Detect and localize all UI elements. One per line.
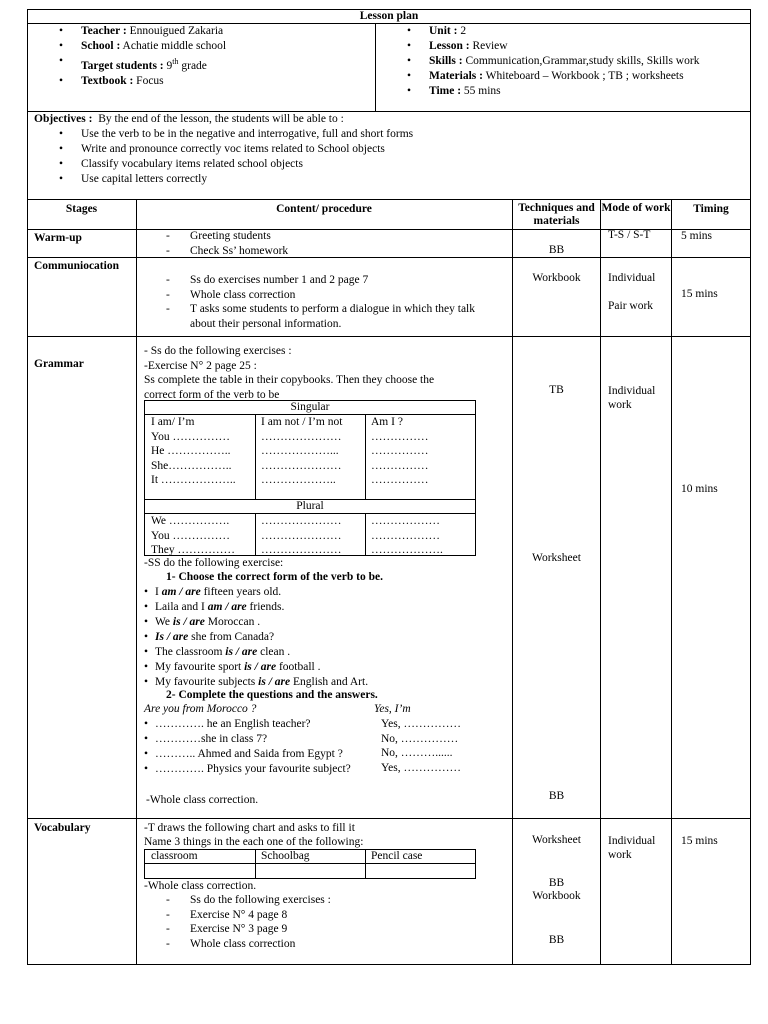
answer-item: No, ………...... [381,747,453,760]
communication-list [166,273,500,331]
singular-label: Singular [290,401,330,413]
answer-item: Yes, …………… [381,761,461,774]
info-lesson: • Lesson : Review [407,40,508,52]
col-divider-4 [671,199,672,964]
table-cell: I am not / I’m not [261,416,343,428]
grammar-timing: 10 mins [681,483,718,495]
table-cell: …………… [371,430,429,443]
communication-mode-1: Individual [608,272,656,284]
vocabulary-technique-bb: BB [548,877,565,889]
grammar-technique-worksheet: Worksheet [532,552,581,564]
vocabulary-list [166,893,331,951]
objective-item: • Use capital letters correctly [59,173,208,185]
list-item: • Is / are she from Canada? [144,631,275,643]
table-cell: ………………... [261,445,339,458]
grammar-mode-2: work [608,399,632,411]
header-techniques: Techniques and materials [518,202,595,227]
table-row: He …………….. [151,445,231,458]
info-right-list [407,24,700,99]
stage-communication: Communiocation [34,260,119,272]
table-row: She…………….. [151,459,232,472]
exercise-2-questions [144,717,351,777]
table-cell: ………………… [261,544,342,557]
communication-technique: Workbook [532,272,581,284]
info-materials: • Materials : Whiteboard – Workbook ; TB ; worksheets [407,70,684,82]
table-cell: …………… [371,474,429,487]
singular-rows [151,415,236,488]
list-item: • We is / are Moroccan . [144,616,261,628]
vocabulary-mode-2: work [608,849,632,861]
list-item: • ……….. Ahmed and Saida from Egypt ? [144,748,343,760]
vocabulary-correction: -Whole class correction. [144,880,257,892]
warmup-technique: BB [548,244,565,256]
list-item: - Exercise N° 3 page 9 [166,923,288,935]
exercise-2-example-answer: Yes, I’m [374,703,411,715]
grammar-intro-line: -Exercise N° 2 page 25 : [144,359,257,372]
list-item: - Greeting students [166,230,271,242]
table-cell: ……………… [371,529,440,542]
col-divider-2 [512,199,513,964]
vocabulary-line-2: Name 3 things in the each one of the following: [144,836,364,848]
exercise-1-title: 1- Choose the correct form of the verb to be. [166,571,383,583]
table-cell: ………………… [261,529,342,542]
table-row: We ……………. [151,515,230,527]
grammar-intro [144,344,434,402]
warmup-list [166,229,289,258]
list-item: • My favourite subjects is / are English and Art. [144,676,369,688]
col-divider-1 [136,199,137,964]
objective-item: • Classify vocabulary items related school objects [59,158,303,170]
conjugation-table [144,400,476,556]
table-cell: ……………… [371,515,440,527]
grammar-intro-line: correct form of the verb to be [144,388,280,401]
grammar-technique-bb: BB [548,790,565,802]
frame-right [750,9,751,964]
table-cell: ………………… [261,459,342,472]
chart-header-pencil-case: Pencil case [371,850,423,862]
grammar-correction: -Whole class correction. [146,794,259,806]
frame-left [27,9,28,964]
exercise-2-answers [381,717,461,775]
vocabulary-chart [144,849,476,879]
list-item: • I am / are fifteen years old. [144,586,282,598]
list-item: - T asks some students to perform a dialogue in which they talk about their personal information. [166,303,475,330]
table-cell: Am I ? [371,416,403,428]
header-mode: Mode of work [601,202,671,214]
table-row: They …………… [151,544,236,557]
list-item: • The classroom is / are clean . [144,646,291,658]
table-cell: ……………….. [261,474,336,487]
objectives-list [59,127,414,187]
header-stages: Stages [65,203,98,215]
communication-mode-2: Pair work [608,300,654,312]
page-title: Lesson plan [359,10,419,22]
table-cell: …………… [371,445,429,458]
stage-vocabulary: Vocabulary [34,822,91,834]
info-skills: • Skills : Communication,Grammar,study skills, Skills work [407,55,700,67]
info-teacher: • Teacher : Ennouigued Zakaria [59,25,224,37]
answer-item: No, …………… [381,732,459,745]
chart-header-schoolbag: Schoolbag [261,850,310,862]
grammar-exercise-intro: -SS do the following exercise: [144,557,284,569]
warmup-mode: T-S / S-T [608,229,651,241]
grammar-intro-line: Ss complete the table in their copybooks. Then they choose the [144,374,435,387]
list-item: - Ss do exercises number 1 and 2 page 7 [166,274,369,286]
grammar-intro-line: - Ss do the following exercises : [144,345,292,357]
chart-header-classroom: classroom [151,850,198,862]
info-target: • Target students : 9th grade [59,55,207,72]
grammar-mode-1: Individual [608,385,656,397]
exercise-2-title: 2- Complete the questions and the answers. [166,689,378,701]
grammar-technique-tb: TB [549,384,564,396]
info-left-list [59,24,227,89]
plural-label: Plural [296,500,324,512]
header-content: Content/ procedure [276,203,372,215]
list-item: - Ss do the following exercises : [166,894,331,906]
exercise-2-example-question: Are you from Morocco ? [144,703,257,715]
table-cell: …………… [371,459,429,472]
vocabulary-technique-workbook: Workbook [532,890,581,902]
table-row: I am/ I’m [151,416,195,428]
list-item: - Check Ss’ homework [166,244,289,257]
header-timing: Timing [693,203,729,215]
table-cell: ………………… [261,515,342,527]
list-item: - Whole class correction [166,288,296,301]
stage-grammar: Grammar [34,358,84,370]
info-textbook: • Textbook : Focus [59,74,164,87]
list-item: • …………. Physics your favourite subject? [144,763,351,775]
objectives-intro: Objectives : By the end of the lesson, the students will be able to : [34,113,344,125]
list-item: • …………she in class 7? [144,733,268,745]
info-divider [375,23,376,111]
warmup-timing: 5 mins [681,230,712,242]
objective-item: • Write and pronounce correctly voc items related to School objects [59,143,385,155]
table-cell: ………………. [371,544,443,557]
exercise-1-list [144,585,369,690]
vocabulary-timing: 15 mins [681,835,718,847]
list-item: • My favourite sport is / are football . [144,661,321,673]
vocabulary-technique-bb-2: BB [548,934,565,946]
communication-timing: 15 mins [681,288,718,300]
vocabulary-line-1: -T draws the following chart and asks to fill it [144,822,355,834]
answer-item: Yes, …………… [381,718,461,730]
col-divider-3 [600,199,601,964]
objective-item: • Use the verb to be in the negative and interrogative, full and short forms [59,128,414,140]
list-item: • Laila and I am / are friends. [144,601,285,613]
list-item: - Whole class correction [166,937,296,950]
info-unit: • Unit : 2 [407,25,467,37]
list-item: • …………. he an English teacher? [144,718,311,730]
vocabulary-mode-1: Individual [608,835,656,847]
list-item: - Exercise N° 4 page 8 [166,908,288,921]
table-row: It ……………….. [151,474,236,487]
table-row: You …………… [151,430,231,443]
table-row: You …………… [151,529,231,542]
stage-warmup: Warm-up [34,232,82,244]
info-school: • School : Achatie middle school [59,40,227,52]
info-time: • Time : 55 mins [407,85,501,97]
frame-bottom [27,964,751,965]
table-cell: ………………… [261,430,342,443]
vocabulary-technique-worksheet: Worksheet [532,834,581,846]
